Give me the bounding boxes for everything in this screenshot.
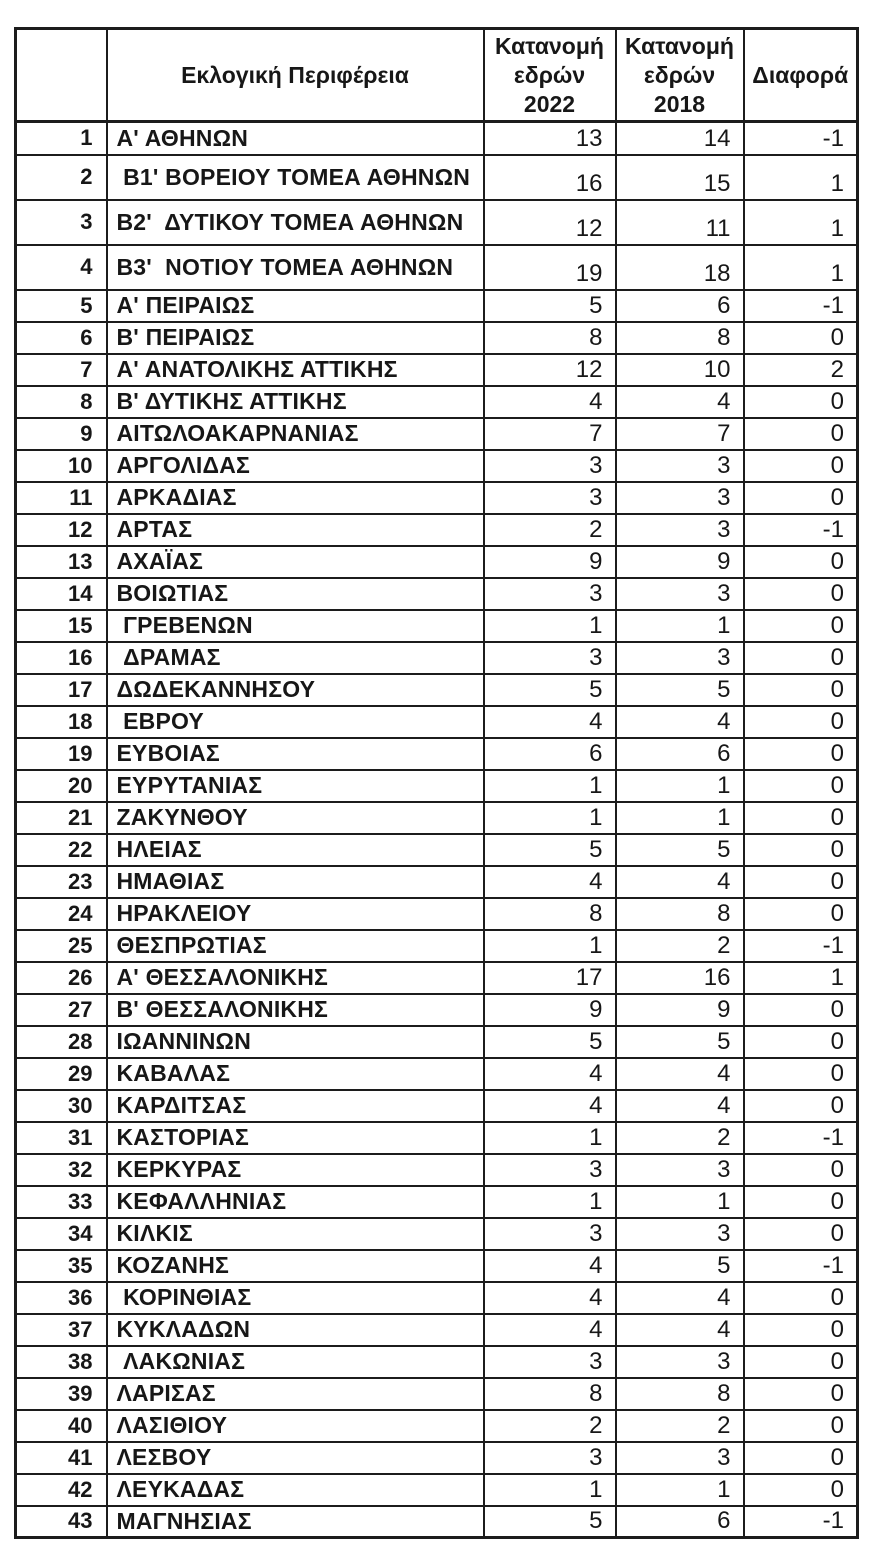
district-cell: ΕΥΡΥΤΑΝΙΑΣ [107, 770, 484, 802]
district-cell: ΖΑΚΥΝΘΟΥ [107, 802, 484, 834]
seats-2022-cell: 8 [484, 322, 616, 354]
row-index-cell: 27 [16, 994, 107, 1026]
table-row [16, 1410, 858, 1442]
seats-2022-cell: 1 [484, 1474, 616, 1506]
diff-cell: -1 [744, 514, 858, 546]
seats-2018-cell: 2 [616, 1410, 744, 1442]
table-row [16, 1378, 858, 1410]
diff-cell: 0 [744, 610, 858, 642]
row-index-cell: 36 [16, 1282, 107, 1314]
seats-2022-cell: 6 [484, 738, 616, 770]
district-cell: Β2' ΔΥΤΙΚΟΥ ΤΟΜΕΑ ΑΘΗΝΩΝ [107, 200, 484, 245]
table-row [16, 1474, 858, 1506]
table-row [16, 642, 858, 674]
diff-cell: 0 [744, 1218, 858, 1250]
district-cell: ΘΕΣΠΡΩΤΙΑΣ [107, 930, 484, 962]
table-row [16, 1186, 858, 1218]
table-row [16, 706, 858, 738]
diff-cell: -1 [744, 290, 858, 322]
diff-cell: -1 [744, 122, 858, 155]
seats-2022-cell: 4 [484, 1282, 616, 1314]
seat-distribution-table [14, 27, 859, 1539]
district-cell: ΚΕΡΚΥΡΑΣ [107, 1154, 484, 1186]
diff-cell: 0 [744, 898, 858, 930]
diff-cell: 1 [744, 962, 858, 994]
seats-2022-cell: 2 [484, 1410, 616, 1442]
row-index-cell: 18 [16, 706, 107, 738]
seats-2022-cell: 5 [484, 290, 616, 322]
diff-cell: 0 [744, 322, 858, 354]
row-index-cell: 9 [16, 418, 107, 450]
table-row [16, 1314, 858, 1346]
seats-2022-cell: 4 [484, 1250, 616, 1282]
district-cell: ΛΑΚΩΝΙΑΣ [107, 1346, 484, 1378]
seats-2018-cell: 5 [616, 674, 744, 706]
diff-cell: -1 [744, 1506, 858, 1538]
diff-cell: 0 [744, 770, 858, 802]
table-row [16, 1058, 858, 1090]
district-cell: ΒΟΙΩΤΙΑΣ [107, 578, 484, 610]
diff-cell: 0 [744, 1346, 858, 1378]
district-cell: ΚΟΡΙΝΘΙΑΣ [107, 1282, 484, 1314]
seats-2022-cell: 8 [484, 1378, 616, 1410]
header-seats-2022: Κατανομή εδρών 2022 [484, 29, 616, 122]
header-difference: Διαφορά [744, 29, 858, 122]
seats-2022-cell: 5 [484, 1506, 616, 1538]
seats-2018-cell: 3 [616, 1154, 744, 1186]
table-row [16, 322, 858, 354]
row-index-cell: 35 [16, 1250, 107, 1282]
diff-cell: 0 [744, 1058, 858, 1090]
diff-cell: 1 [744, 200, 858, 245]
diff-cell: -1 [744, 930, 858, 962]
district-cell: ΗΜΑΘΙΑΣ [107, 866, 484, 898]
district-cell: ΚΕΦΑΛΛΗΝΙΑΣ [107, 1186, 484, 1218]
seats-2018-cell: 8 [616, 322, 744, 354]
table-row [16, 1506, 858, 1538]
seats-2022-cell: 4 [484, 1058, 616, 1090]
seats-2022-cell: 3 [484, 578, 616, 610]
row-index-cell: 12 [16, 514, 107, 546]
seats-2018-cell: 4 [616, 706, 744, 738]
row-index-cell: 19 [16, 738, 107, 770]
diff-cell: 0 [744, 802, 858, 834]
seats-2018-cell: 10 [616, 354, 744, 386]
district-cell: ΛΑΡΙΣΑΣ [107, 1378, 484, 1410]
diff-cell: -1 [744, 1122, 858, 1154]
diff-cell: 1 [744, 155, 858, 200]
table-row [16, 546, 858, 578]
header-seats-2018: Κατανομή εδρών 2018 [616, 29, 744, 122]
seats-2018-cell: 1 [616, 1474, 744, 1506]
diff-cell: 0 [744, 1154, 858, 1186]
table-row [16, 1154, 858, 1186]
district-cell: ΔΩΔΕΚΑΝΝΗΣΟΥ [107, 674, 484, 706]
seats-2022-cell: 2 [484, 514, 616, 546]
district-cell: ΗΛΕΙΑΣ [107, 834, 484, 866]
row-index-cell: 30 [16, 1090, 107, 1122]
district-cell: ΑΙΤΩΛΟΑΚΑΡΝΑΝΙΑΣ [107, 418, 484, 450]
seats-2022-cell: 3 [484, 1154, 616, 1186]
header-row [16, 29, 858, 122]
seats-2018-cell: 2 [616, 930, 744, 962]
row-index-cell: 15 [16, 610, 107, 642]
seats-2022-cell: 3 [484, 1218, 616, 1250]
table-row [16, 450, 858, 482]
table-row [16, 418, 858, 450]
seats-2022-cell: 13 [484, 122, 616, 155]
row-index-cell: 31 [16, 1122, 107, 1154]
district-cell: Β' ΔΥΤΙΚΗΣ ΑΤΤΙΚΗΣ [107, 386, 484, 418]
diff-cell: 0 [744, 418, 858, 450]
row-index-cell: 5 [16, 290, 107, 322]
table-row [16, 1122, 858, 1154]
diff-cell: 0 [744, 578, 858, 610]
diff-cell: 0 [744, 546, 858, 578]
seats-2022-cell: 1 [484, 930, 616, 962]
diff-cell: 0 [744, 1282, 858, 1314]
row-index-cell: 17 [16, 674, 107, 706]
seats-2018-cell: 8 [616, 898, 744, 930]
table-row [16, 155, 858, 200]
seats-2018-cell: 3 [616, 482, 744, 514]
row-index-cell: 34 [16, 1218, 107, 1250]
row-index-cell: 43 [16, 1506, 107, 1538]
seats-2022-cell: 8 [484, 898, 616, 930]
diff-cell: 0 [744, 482, 858, 514]
diff-cell: 0 [744, 386, 858, 418]
row-index-cell: 41 [16, 1442, 107, 1474]
row-index-cell: 16 [16, 642, 107, 674]
diff-cell: 0 [744, 1442, 858, 1474]
district-cell: ΜΑΓΝΗΣΙΑΣ [107, 1506, 484, 1538]
seats-2018-cell: 14 [616, 122, 744, 155]
seats-2022-cell: 1 [484, 1122, 616, 1154]
seats-2022-cell: 1 [484, 1186, 616, 1218]
district-cell: ΚΥΚΛΑΔΩΝ [107, 1314, 484, 1346]
seats-2018-cell: 4 [616, 1282, 744, 1314]
table-row [16, 962, 858, 994]
table-row [16, 1090, 858, 1122]
district-cell: ΚΑΒΑΛΑΣ [107, 1058, 484, 1090]
row-index-cell: 24 [16, 898, 107, 930]
row-index-cell: 32 [16, 1154, 107, 1186]
table-row [16, 770, 858, 802]
row-index-cell: 37 [16, 1314, 107, 1346]
row-index-cell: 13 [16, 546, 107, 578]
diff-cell: 0 [744, 738, 858, 770]
seats-2018-cell: 2 [616, 1122, 744, 1154]
row-index-cell: 33 [16, 1186, 107, 1218]
seats-2022-cell: 3 [484, 450, 616, 482]
table-row [16, 245, 858, 290]
seats-2018-cell: 16 [616, 962, 744, 994]
seats-2018-cell: 5 [616, 1250, 744, 1282]
table-row [16, 866, 858, 898]
table-row [16, 1282, 858, 1314]
seats-2018-cell: 18 [616, 245, 744, 290]
district-cell: ΕΥΒΟΙΑΣ [107, 738, 484, 770]
district-cell: ΕΒΡΟΥ [107, 706, 484, 738]
district-cell: ΚΟΖΑΝΗΣ [107, 1250, 484, 1282]
seats-2018-cell: 1 [616, 770, 744, 802]
row-index-cell: 38 [16, 1346, 107, 1378]
row-index-cell: 23 [16, 866, 107, 898]
district-cell: ΑΡΤΑΣ [107, 514, 484, 546]
table-row [16, 578, 858, 610]
row-index-cell: 22 [16, 834, 107, 866]
diff-cell: 0 [744, 1314, 858, 1346]
row-index-cell: 8 [16, 386, 107, 418]
table-row [16, 290, 858, 322]
row-index-cell: 29 [16, 1058, 107, 1090]
district-cell: ΚΙΛΚΙΣ [107, 1218, 484, 1250]
diff-cell: 0 [744, 1026, 858, 1058]
diff-cell: 0 [744, 1474, 858, 1506]
seats-2018-cell: 6 [616, 290, 744, 322]
seats-2022-cell: 5 [484, 834, 616, 866]
seats-2022-cell: 4 [484, 706, 616, 738]
seats-2022-cell: 1 [484, 610, 616, 642]
seats-2022-cell: 19 [484, 245, 616, 290]
district-cell: ΛΑΣΙΘΙΟΥ [107, 1410, 484, 1442]
seats-2018-cell: 1 [616, 802, 744, 834]
district-cell: ΑΡΚΑΔΙΑΣ [107, 482, 484, 514]
district-cell: ΛΕΣΒΟΥ [107, 1442, 484, 1474]
diff-cell: 0 [744, 1090, 858, 1122]
table-row [16, 738, 858, 770]
seats-2018-cell: 4 [616, 1314, 744, 1346]
table-row [16, 1026, 858, 1058]
row-index-cell: 39 [16, 1378, 107, 1410]
row-index-cell: 1 [16, 122, 107, 155]
table-row [16, 514, 858, 546]
row-index-cell: 11 [16, 482, 107, 514]
district-cell: ΔΡΑΜΑΣ [107, 642, 484, 674]
district-cell: Α' ΘΕΣΣΑΛΟΝΙΚΗΣ [107, 962, 484, 994]
seats-2022-cell: 7 [484, 418, 616, 450]
district-cell: ΙΩΑΝΝΙΝΩΝ [107, 1026, 484, 1058]
seats-2018-cell: 4 [616, 866, 744, 898]
seats-2022-cell: 3 [484, 482, 616, 514]
row-index-cell: 28 [16, 1026, 107, 1058]
seats-2022-cell: 17 [484, 962, 616, 994]
table-row [16, 1218, 858, 1250]
diff-cell: 0 [744, 706, 858, 738]
seats-2022-cell: 16 [484, 155, 616, 200]
header-district: Εκλογική Περιφέρεια [107, 29, 484, 122]
diff-cell: 0 [744, 642, 858, 674]
seats-2018-cell: 3 [616, 450, 744, 482]
row-index-cell: 21 [16, 802, 107, 834]
seats-2018-cell: 5 [616, 1026, 744, 1058]
district-cell: ΓΡΕΒΕΝΩΝ [107, 610, 484, 642]
seats-2018-cell: 9 [616, 546, 744, 578]
seats-2022-cell: 12 [484, 354, 616, 386]
seats-2018-cell: 3 [616, 642, 744, 674]
district-cell: ΛΕΥΚΑΔΑΣ [107, 1474, 484, 1506]
seats-2022-cell: 4 [484, 386, 616, 418]
header-index [16, 29, 107, 122]
row-index-cell: 20 [16, 770, 107, 802]
table-row [16, 200, 858, 245]
seats-2018-cell: 7 [616, 418, 744, 450]
seats-2018-cell: 1 [616, 1186, 744, 1218]
diff-cell: 0 [744, 834, 858, 866]
district-cell: Α' ΑΝΑΤΟΛΙΚΗΣ ΑΤΤΙΚΗΣ [107, 354, 484, 386]
seats-2022-cell: 9 [484, 994, 616, 1026]
district-cell: Β3' ΝΟΤΙΟΥ ΤΟΜΕΑ ΑΘΗΝΩΝ [107, 245, 484, 290]
seats-2018-cell: 6 [616, 1506, 744, 1538]
district-cell: Β' ΠΕΙΡΑΙΩΣ [107, 322, 484, 354]
seats-2018-cell: 9 [616, 994, 744, 1026]
seats-2022-cell: 12 [484, 200, 616, 245]
table-header [16, 29, 858, 122]
seats-2022-cell: 3 [484, 642, 616, 674]
row-index-cell: 7 [16, 354, 107, 386]
seats-2018-cell: 6 [616, 738, 744, 770]
district-cell: ΚΑΣΤΟΡΙΑΣ [107, 1122, 484, 1154]
row-index-cell: 14 [16, 578, 107, 610]
table-row [16, 802, 858, 834]
row-index-cell: 3 [16, 200, 107, 245]
seats-2022-cell: 1 [484, 802, 616, 834]
seats-2018-cell: 4 [616, 386, 744, 418]
diff-cell: 1 [744, 245, 858, 290]
row-index-cell: 2 [16, 155, 107, 200]
row-index-cell: 4 [16, 245, 107, 290]
seats-2018-cell: 1 [616, 610, 744, 642]
table-row [16, 1442, 858, 1474]
table-row [16, 898, 858, 930]
seats-2022-cell: 9 [484, 546, 616, 578]
seats-2022-cell: 4 [484, 1314, 616, 1346]
row-index-cell: 25 [16, 930, 107, 962]
diff-cell: 0 [744, 674, 858, 706]
diff-cell: 0 [744, 1186, 858, 1218]
district-cell: ΑΡΓΟΛΙΔΑΣ [107, 450, 484, 482]
table-row [16, 482, 858, 514]
table-row [16, 610, 858, 642]
district-cell: ΗΡΑΚΛΕΙΟΥ [107, 898, 484, 930]
seats-2022-cell: 3 [484, 1346, 616, 1378]
district-cell: Β1' ΒΟΡΕΙΟΥ ΤΟΜΕΑ ΑΘΗΝΩΝ [107, 155, 484, 200]
seats-2018-cell: 8 [616, 1378, 744, 1410]
row-index-cell: 26 [16, 962, 107, 994]
row-index-cell: 10 [16, 450, 107, 482]
diff-cell: 0 [744, 450, 858, 482]
row-index-cell: 42 [16, 1474, 107, 1506]
row-index-cell: 40 [16, 1410, 107, 1442]
row-index-cell: 6 [16, 322, 107, 354]
seats-2018-cell: 3 [616, 514, 744, 546]
seats-2018-cell: 15 [616, 155, 744, 200]
diff-cell: 0 [744, 1378, 858, 1410]
table-row [16, 674, 858, 706]
diff-cell: 0 [744, 994, 858, 1026]
seats-2018-cell: 4 [616, 1058, 744, 1090]
district-cell: ΑΧΑΪΑΣ [107, 546, 484, 578]
table-row [16, 1250, 858, 1282]
seats-2022-cell: 4 [484, 866, 616, 898]
seats-2022-cell: 5 [484, 674, 616, 706]
district-cell: Α' ΠΕΙΡΑΙΩΣ [107, 290, 484, 322]
seats-2018-cell: 11 [616, 200, 744, 245]
table-row [16, 386, 858, 418]
seats-2022-cell: 5 [484, 1026, 616, 1058]
diff-cell: 2 [744, 354, 858, 386]
table-row [16, 122, 858, 155]
district-cell: ΚΑΡΔΙΤΣΑΣ [107, 1090, 484, 1122]
seats-2022-cell: 1 [484, 770, 616, 802]
seats-2018-cell: 4 [616, 1090, 744, 1122]
diff-cell: 0 [744, 866, 858, 898]
district-cell: Α' ΑΘΗΝΩΝ [107, 122, 484, 155]
seats-2018-cell: 3 [616, 1442, 744, 1474]
diff-cell: 0 [744, 1410, 858, 1442]
table-row [16, 834, 858, 866]
seats-2018-cell: 3 [616, 1346, 744, 1378]
seats-2018-cell: 3 [616, 1218, 744, 1250]
table-row [16, 930, 858, 962]
table-row [16, 1346, 858, 1378]
table-body [16, 122, 858, 1538]
seats-2022-cell: 4 [484, 1090, 616, 1122]
diff-cell: -1 [744, 1250, 858, 1282]
district-cell: Β' ΘΕΣΣΑΛΟΝΙΚΗΣ [107, 994, 484, 1026]
table-row [16, 994, 858, 1026]
table-row [16, 354, 858, 386]
seats-2018-cell: 3 [616, 578, 744, 610]
seats-2018-cell: 5 [616, 834, 744, 866]
seats-2022-cell: 3 [484, 1442, 616, 1474]
